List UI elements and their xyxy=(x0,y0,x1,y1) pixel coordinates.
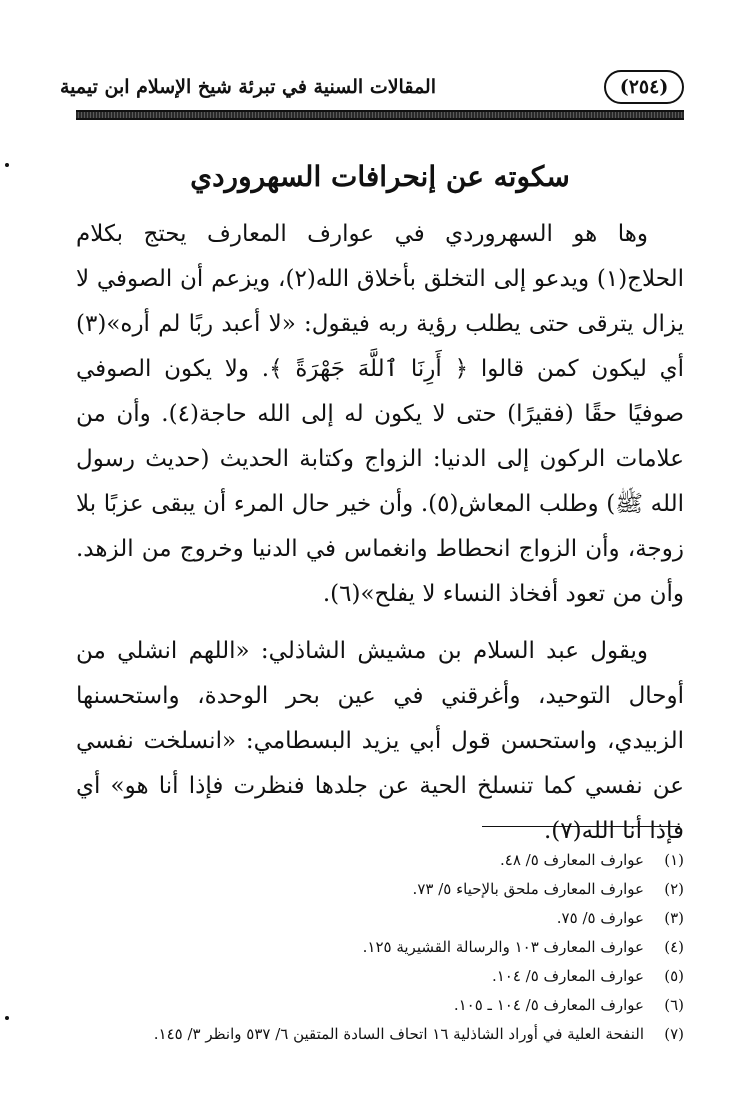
running-title: المقالات السنية في تبرئة شيخ الإسلام ابن تيمية xyxy=(59,76,436,98)
scan-speck xyxy=(5,1016,9,1020)
footnote xyxy=(76,875,684,904)
footnotes xyxy=(76,846,684,1049)
footnote-number: (٧) xyxy=(664,1025,684,1043)
footnote-text: عوارف المعارف ٥/ ١٠٤ ـ ١٠٥. xyxy=(453,996,644,1014)
footnote-number: (٣) xyxy=(664,909,684,927)
header-divider xyxy=(76,110,684,120)
footnote xyxy=(76,962,684,991)
paragraph: وها هو السهروردي في عوارف المعارف يحتج بكلام الحلاج(١) ويدعو إلى التخلق بأخلاق الله(٢)، ويزعم أن الصوفي لا يزال يترقى حتى يطلب رؤية ربه فيقول: «لا أعبد ربًا لم أره»(٣) أي ليكون كمن قالوا ﴿ أَرِنَا ٱللَّهَ جَهْرَةً ﴾. ولا يكون الصوفي صوفيًا حقًا (فقيرًا) حتى لا يكون له إلى الله حاجة(٤). وأن من علامات الركون إلى الدنيا: الزواج وكتابة الحديث (حديث رسول الله ﷺ) وطلب المعاش(٥). وأن خير حال المرء أن يبقى عزبًا بلا زوجة، وأن الزواج انحطاط وانغماس في الدنيا وخروج من الزهد. وأن من تعود أفخاذ النساء لا يفلح»(٦). xyxy=(76,221,684,607)
footnote-text: عوارف المعارف ٥/ ١٠٤. xyxy=(491,967,644,985)
footnote xyxy=(76,933,684,962)
footnote xyxy=(76,991,684,1020)
paragraph: ويقول عبد السلام بن مشيش الشاذلي: «اللهم انشلي من أوحال التوحيد، وأغرقني في عين بحر الوحدة، واستحسنها الزبيدي، واستحسن قول أبي يزيد البسطامي: «انسلخت نفسي عن نفسي كما تنسلخ الحية عن جلدها فنظرت فإذا أنا هو» أي فإذا أنا الله(٧). xyxy=(76,638,684,844)
footnote-divider xyxy=(482,826,680,827)
footnote-number: (٢) xyxy=(664,880,684,898)
footnote xyxy=(76,846,684,875)
footnote-number: (٥) xyxy=(664,967,684,985)
section-title: سكوته عن إنحرافات السهروردي xyxy=(190,160,570,193)
footnote-text: عوارف ٥/ ٧٥. xyxy=(556,909,644,927)
footnote-text: عوارف المعارف ١٠٣ والرسالة القشيرية ١٢٥. xyxy=(362,938,644,956)
footnote-text: عوارف المعارف ملحق بالإحياء ٥/ ٧٣. xyxy=(412,880,644,898)
footnote xyxy=(76,904,684,933)
footnote xyxy=(76,1020,684,1049)
footnote-number: (٦) xyxy=(664,996,684,1014)
footnote-text: عوارف المعارف ٥/ ٤٨. xyxy=(499,851,644,869)
scan-speck xyxy=(5,163,9,167)
footnote-number: (١) xyxy=(664,851,684,869)
page-header xyxy=(59,70,684,106)
footnote-text: النفحة العلية في أوراد الشاذلية ١٦ اتحاف السادة المتقين ٦/ ٥٣٧ وانظر ٣/ ١٤٥. xyxy=(153,1025,644,1043)
body-text xyxy=(76,212,684,854)
page-number: (٢٥٤) xyxy=(604,70,684,104)
footnote-number: (٤) xyxy=(664,938,684,956)
